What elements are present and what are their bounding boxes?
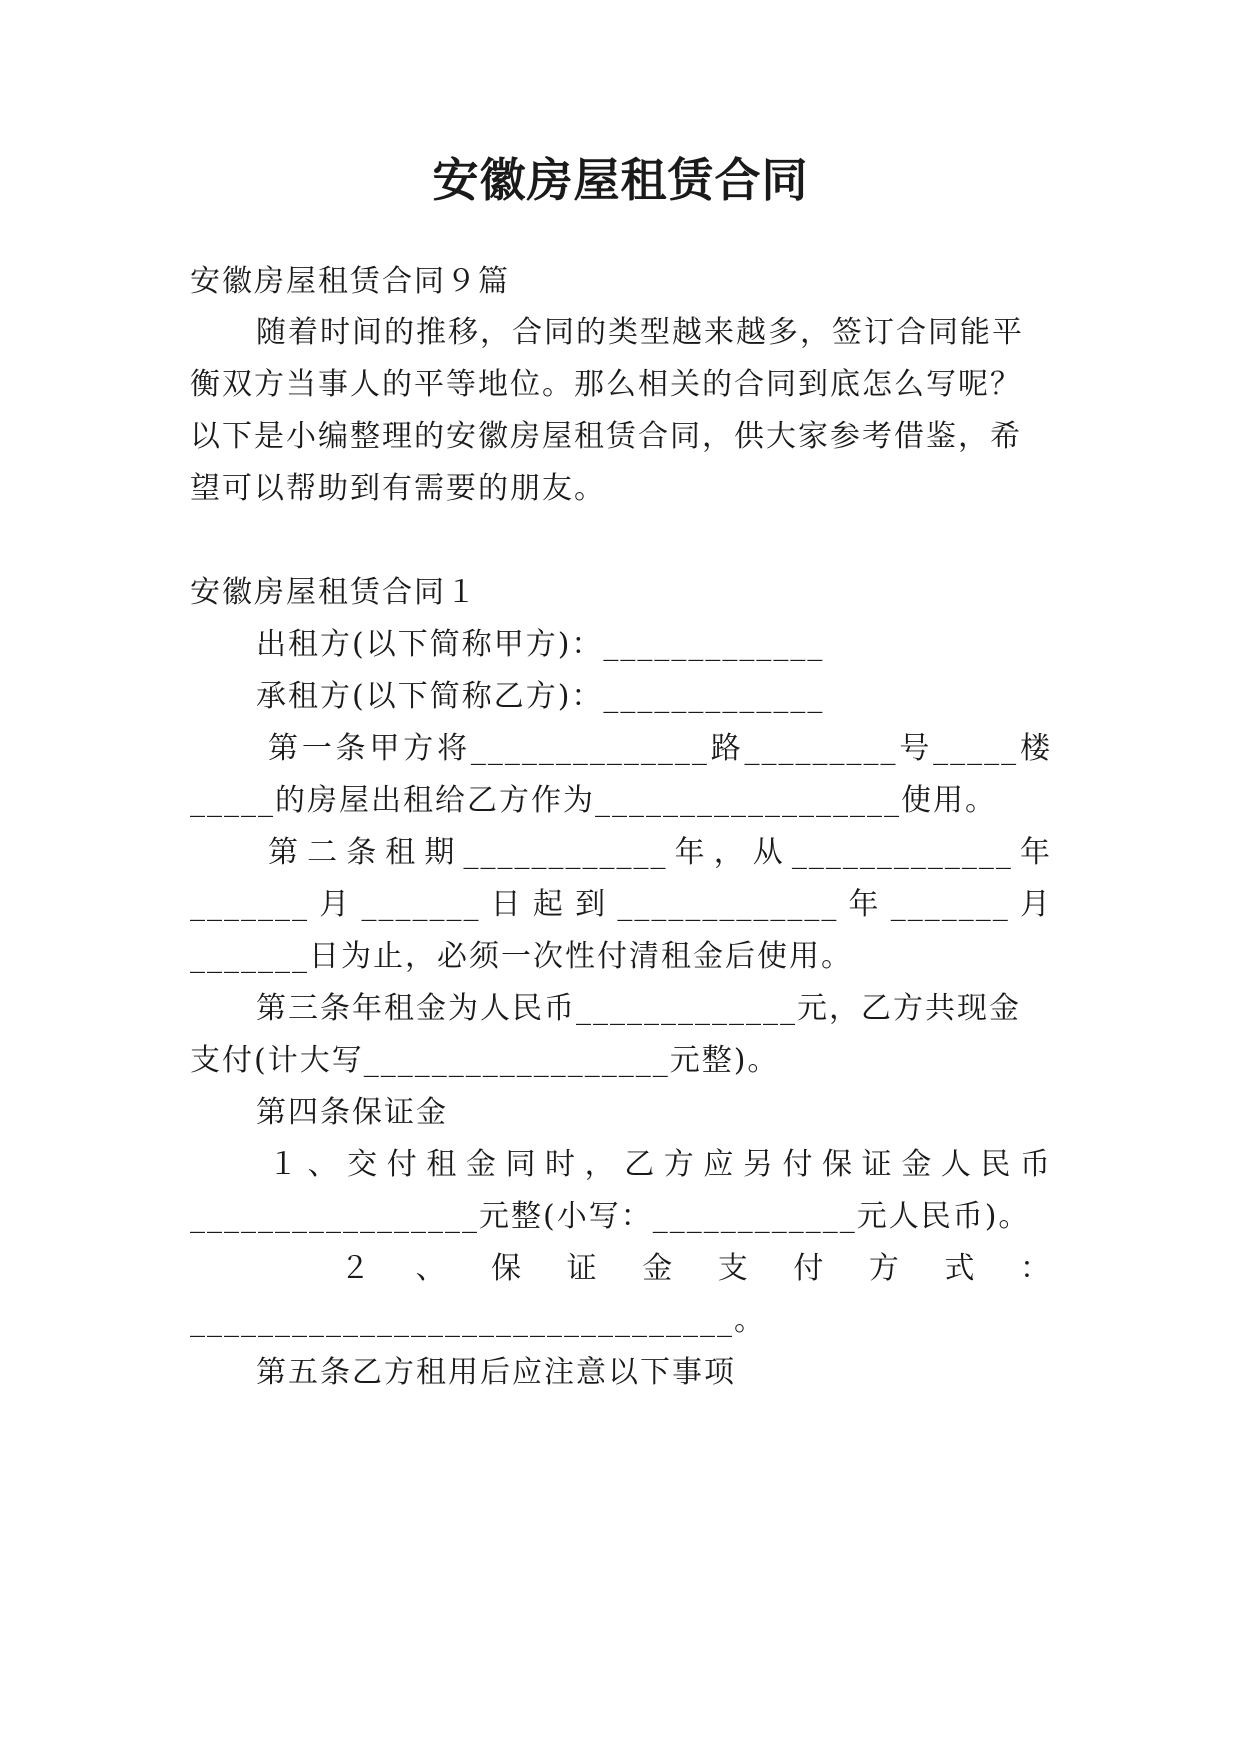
article-2-line-3: _______日为止，必须一次性付清租金后使用。 xyxy=(190,939,853,974)
article-4-item-2-line-1: ２、保证金支付方式： xyxy=(340,1251,1052,1286)
article-5-heading: 第五条乙方租用后应注意以下事项 xyxy=(256,1355,736,1390)
article-4-item-1-line-2: _________________元整(小写：____________元人民币)。 xyxy=(190,1199,1031,1234)
article-3-line-1: 第三条年租金为人民币_____________元，乙方共现金 xyxy=(256,991,1021,1026)
intro-line-1: 随着时间的推移，合同的类型越来越多，签订合同能平 xyxy=(256,315,1024,350)
article-4-item-2-line-2: ________________________________。 xyxy=(190,1303,766,1338)
section-heading: 安徽房屋租赁合同１ xyxy=(190,575,478,610)
intro-line-2: 衡双方当事人的平等地位。那么相关的合同到底怎么写呢？ xyxy=(190,367,1022,402)
article-2-line-1: 第二条租期____________年，从_____________年 xyxy=(268,835,1052,870)
article-2-line-2: _______月_______日起到_____________年_______月 xyxy=(190,887,1052,922)
intro-line-3: 以下是小编整理的安徽房屋租赁合同，供大家参考借鉴，希 xyxy=(190,419,1022,454)
document-title: 安徽房屋租赁合同 xyxy=(432,153,809,207)
document-subtitle: 安徽房屋租赁合同９篇 xyxy=(190,264,510,299)
article-1-line-1: 第一条甲方将______________路_________号_____楼 xyxy=(268,731,1052,766)
article-4-item-1-line-1: １、交付租金同时，乙方应另付保证金人民币 xyxy=(268,1147,1052,1182)
intro-line-4: 望可以帮助到有需要的朋友。 xyxy=(190,471,606,506)
lessor-line: 出租方(以下简称甲方)：_____________ xyxy=(256,627,825,662)
article-3-line-2: 支付(计大写__________________元整)。 xyxy=(190,1043,780,1078)
article-4-heading: 第四条保证金 xyxy=(256,1095,448,1130)
article-1-line-2: _____的房屋出租给乙方作为__________________使用。 xyxy=(190,783,997,818)
lessee-line: 承租方(以下简称乙方)：_____________ xyxy=(256,679,825,714)
